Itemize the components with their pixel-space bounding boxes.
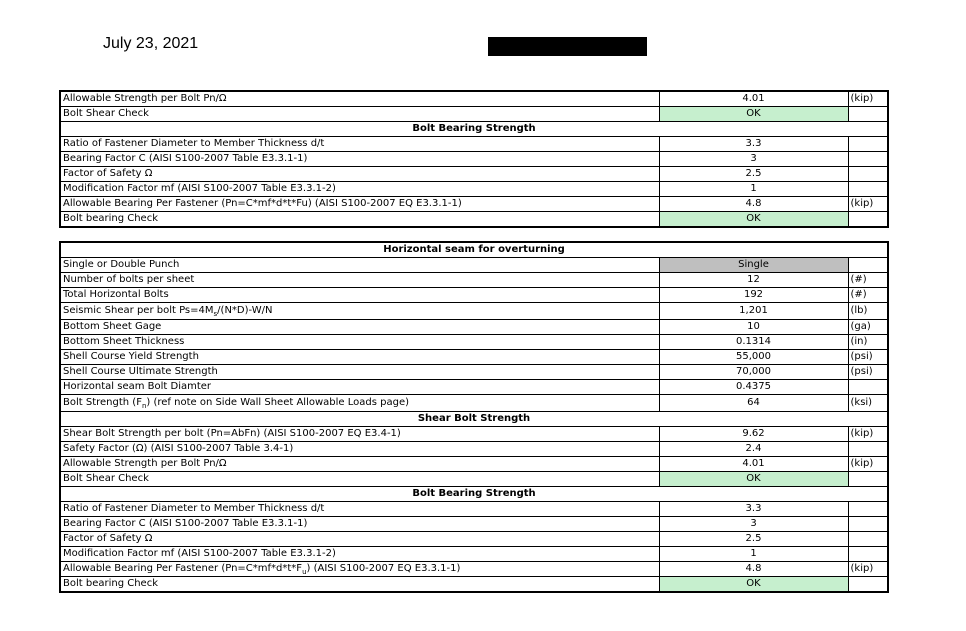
table-row xyxy=(60,152,888,167)
row-label xyxy=(60,562,659,577)
row-unit xyxy=(848,137,888,152)
document-date: July 23, 2021 xyxy=(103,35,199,52)
row-label-subscript: u xyxy=(302,568,307,576)
table-row xyxy=(60,137,888,152)
row-label xyxy=(60,152,659,167)
table-row xyxy=(60,258,888,273)
row-label-text: Modification Factor mf (AISI S100-2007 Table E3.3.1-2) xyxy=(63,548,336,559)
row-label-text: Bolt Shear Check xyxy=(63,108,149,119)
row-unit: (kip) xyxy=(848,562,888,577)
row-label xyxy=(60,457,659,472)
row-value: 4.01 xyxy=(659,457,848,472)
table-row xyxy=(60,197,888,212)
row-value: 3 xyxy=(659,152,848,167)
table-row xyxy=(60,502,888,517)
row-label xyxy=(60,532,659,547)
table-row xyxy=(60,577,888,593)
bolt-table-top xyxy=(59,90,889,228)
row-label-text: Single or Double Punch xyxy=(63,259,180,270)
table-row xyxy=(60,107,888,122)
table-row xyxy=(60,273,888,288)
row-value: 1 xyxy=(659,182,848,197)
row-label xyxy=(60,472,659,487)
row-unit: (ksi) xyxy=(848,395,888,412)
row-value: 2.4 xyxy=(659,442,848,457)
row-label-rest: /(N*D)-W/N xyxy=(217,305,273,316)
row-unit: (in) xyxy=(848,335,888,350)
row-label xyxy=(60,303,659,320)
table-row xyxy=(60,365,888,380)
row-value: 64 xyxy=(659,395,848,412)
row-value: 0.4375 xyxy=(659,380,848,395)
table-row xyxy=(60,335,888,350)
check-status-cell: OK xyxy=(659,212,848,228)
row-label xyxy=(60,442,659,457)
row-unit xyxy=(848,152,888,167)
table-row xyxy=(60,380,888,395)
horizontal-seam-table xyxy=(59,241,889,593)
table-row xyxy=(60,517,888,532)
table-row xyxy=(60,457,888,472)
row-label-text: Bearing Factor C (AISI S100-2007 Table E3.3.1-1) xyxy=(63,518,308,529)
row-value: Single xyxy=(659,258,848,273)
row-unit xyxy=(848,517,888,532)
section-bolt-bearing xyxy=(60,122,888,137)
row-unit xyxy=(848,380,888,395)
row-value: 10 xyxy=(659,320,848,335)
row-label-text: Seismic Shear per bolt Ps=4M xyxy=(63,305,214,316)
section-shear-bolt-label: Shear Bolt Strength xyxy=(60,412,888,427)
row-value: 0.1314 xyxy=(659,335,848,350)
row-value: 3 xyxy=(659,517,848,532)
row-label xyxy=(60,517,659,532)
row-unit xyxy=(848,182,888,197)
row-unit xyxy=(848,532,888,547)
row-label-text: Shell Course Yield Strength xyxy=(63,351,199,362)
row-label-text: Allowable Strength per Bolt Pn/Ω xyxy=(63,458,227,469)
row-value: 2.5 xyxy=(659,167,848,182)
row-value: 3.3 xyxy=(659,137,848,152)
row-label xyxy=(60,107,659,122)
row-label-text: Bearing Factor C (AISI S100-2007 Table E3.3.1-1) xyxy=(63,153,308,164)
row-label-text: Shell Course Ultimate Strength xyxy=(63,366,218,377)
row-label-text: Total Horizontal Bolts xyxy=(63,289,169,300)
row-unit: (#) xyxy=(848,273,888,288)
row-value: 2.5 xyxy=(659,532,848,547)
row-unit: (#) xyxy=(848,288,888,303)
section-bolt-bearing xyxy=(60,487,888,502)
table-row xyxy=(60,547,888,562)
section-bolt-bearing-label: Bolt Bearing Strength xyxy=(60,122,888,137)
section-shear-bolt xyxy=(60,412,888,427)
row-label-text: Ratio of Fastener Diameter to Member Thickness d/t xyxy=(63,503,325,514)
row-unit: (psi) xyxy=(848,350,888,365)
row-label-text: Allowable Bearing Per Fastener (Pn=C*mf*d*t*Fu) (AISI S100-2007 EQ E3.3.1-1) xyxy=(63,198,462,209)
row-value: 3.3 xyxy=(659,502,848,517)
row-label xyxy=(60,288,659,303)
row-value: 55,000 xyxy=(659,350,848,365)
row-label xyxy=(60,182,659,197)
row-label-subscript: s xyxy=(213,310,218,318)
row-unit xyxy=(848,167,888,182)
row-label xyxy=(60,197,659,212)
row-label xyxy=(60,137,659,152)
row-label-rest: ) (AISI S100-2007 EQ E3.3.1-1) xyxy=(306,563,461,574)
row-label-text: Bolt Shear Check xyxy=(63,473,149,484)
row-value: 9.62 xyxy=(659,427,848,442)
row-unit xyxy=(848,502,888,517)
table-title-horizontal-seam-label: Horizontal seam for overturning xyxy=(60,242,888,258)
check-status-cell: OK xyxy=(659,577,848,593)
table-row xyxy=(60,472,888,487)
table-row xyxy=(60,320,888,335)
row-unit xyxy=(848,472,888,487)
row-label xyxy=(60,365,659,380)
row-label xyxy=(60,91,659,107)
row-label xyxy=(60,350,659,365)
row-label-text: Allowable Strength per Bolt Pn/Ω xyxy=(63,93,227,104)
table-row xyxy=(60,303,888,320)
table-row xyxy=(60,562,888,577)
row-unit: (lb) xyxy=(848,303,888,320)
row-unit: (psi) xyxy=(848,365,888,380)
row-label-subscript: n xyxy=(141,402,147,410)
row-value: 4.01 xyxy=(659,91,848,107)
redacted-block xyxy=(488,37,647,56)
table-row xyxy=(60,350,888,365)
row-value: 4.8 xyxy=(659,562,848,577)
row-label xyxy=(60,167,659,182)
row-unit xyxy=(848,258,888,273)
table-row xyxy=(60,532,888,547)
row-label xyxy=(60,258,659,273)
row-value: 192 xyxy=(659,288,848,303)
row-label xyxy=(60,502,659,517)
check-status-cell: OK xyxy=(659,107,848,122)
row-label xyxy=(60,273,659,288)
row-label-text: Factor of Safety Ω xyxy=(63,533,153,544)
row-label xyxy=(60,427,659,442)
row-label-text: Bolt bearing Check xyxy=(63,213,158,224)
row-unit xyxy=(848,107,888,122)
row-label-text: Number of bolts per sheet xyxy=(63,274,195,285)
row-label-text: Factor of Safety Ω xyxy=(63,168,153,179)
row-label xyxy=(60,380,659,395)
row-label xyxy=(60,335,659,350)
row-unit: (kip) xyxy=(848,91,888,107)
row-label xyxy=(60,212,659,228)
row-value: 1,201 xyxy=(659,303,848,320)
row-unit xyxy=(848,442,888,457)
row-value: 70,000 xyxy=(659,365,848,380)
table-row xyxy=(60,91,888,107)
row-unit xyxy=(848,212,888,228)
row-unit: (kip) xyxy=(848,197,888,212)
row-label-text: Ratio of Fastener Diameter to Member Thickness d/t xyxy=(63,138,325,149)
row-label xyxy=(60,577,659,593)
row-label-text: Horizontal seam Bolt Diamter xyxy=(63,381,212,392)
row-label-text: Allowable Bearing Per Fastener (Pn=C*mf*d*t*F xyxy=(63,563,303,574)
row-label xyxy=(60,320,659,335)
row-unit xyxy=(848,547,888,562)
row-label-text: Bolt Strength (F xyxy=(63,397,142,408)
row-unit: (kip) xyxy=(848,427,888,442)
row-unit: (ga) xyxy=(848,320,888,335)
row-value: 1 xyxy=(659,547,848,562)
row-value: 4.8 xyxy=(659,197,848,212)
row-unit: (kip) xyxy=(848,457,888,472)
row-label xyxy=(60,547,659,562)
row-label-text: Bottom Sheet Thickness xyxy=(63,336,185,347)
row-label-text: Bolt bearing Check xyxy=(63,578,158,589)
row-value: 12 xyxy=(659,273,848,288)
table-row xyxy=(60,288,888,303)
section-bolt-bearing-label: Bolt Bearing Strength xyxy=(60,487,888,502)
row-label-text: Modification Factor mf (AISI S100-2007 Table E3.3.1-2) xyxy=(63,183,336,194)
table-title-horizontal-seam xyxy=(60,242,888,258)
row-label-text: Safety Factor (Ω) (AISI S100-2007 Table 3.4-1) xyxy=(63,443,294,454)
row-label-text: Shear Bolt Strength per bolt (Pn=AbFn) (AISI S100-2007 EQ E3.4-1) xyxy=(63,428,401,439)
table-row xyxy=(60,182,888,197)
check-status-cell: OK xyxy=(659,472,848,487)
row-unit xyxy=(848,577,888,593)
table-row xyxy=(60,167,888,182)
row-label-rest: ) (ref note on Side Wall Sheet Allowable Loads page) xyxy=(146,397,409,408)
table-row xyxy=(60,427,888,442)
table-row xyxy=(60,442,888,457)
row-label xyxy=(60,395,659,412)
table-row xyxy=(60,395,888,412)
row-label-text: Bottom Sheet Gage xyxy=(63,321,162,332)
table-row xyxy=(60,212,888,228)
